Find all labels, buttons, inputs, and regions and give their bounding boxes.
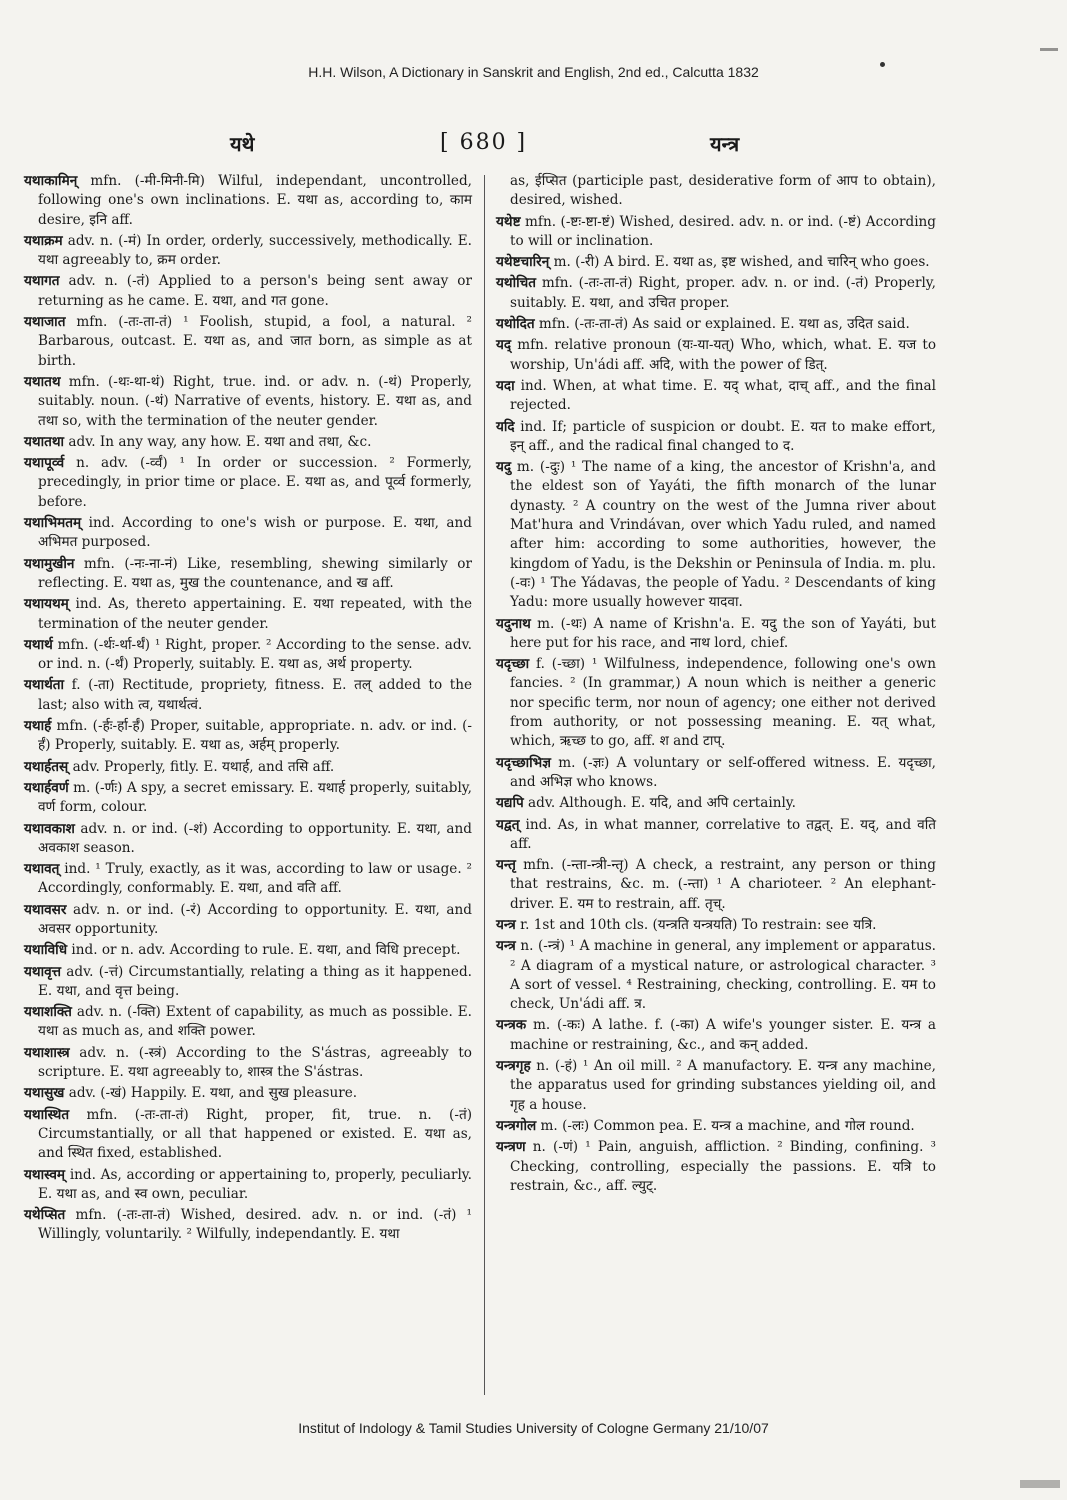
dictionary-entry bbox=[24, 820, 472, 859]
dictionary-entry bbox=[496, 655, 936, 751]
entry-headword: यदुनाथ bbox=[496, 615, 531, 632]
entry-headword: यथार्ह bbox=[24, 718, 52, 735]
entry-definition: adv. n. (-स्त्रं) According to the S'ástras, agreeably to scripture. E. यथा agreeably to, शास्त्र the S'ástras. bbox=[38, 1044, 472, 1081]
dictionary-entry bbox=[496, 1016, 936, 1055]
dictionary-entry bbox=[24, 1084, 472, 1103]
entry-headword: यथामुखीन bbox=[24, 555, 75, 572]
dictionary-entry bbox=[496, 1057, 936, 1115]
dictionary-entry bbox=[24, 779, 472, 818]
entry-headword: यद् bbox=[496, 337, 512, 354]
dictionary-entry bbox=[24, 1166, 472, 1205]
dictionary-entry bbox=[24, 860, 472, 899]
dictionary-entry bbox=[24, 758, 472, 777]
scan-speck bbox=[1040, 48, 1058, 51]
entry-headword: यन्त्रण bbox=[496, 1139, 526, 1156]
left-column bbox=[24, 172, 472, 1247]
dictionary-entry bbox=[496, 1138, 936, 1196]
entry-headword: यन्त्र bbox=[496, 916, 516, 933]
right-column bbox=[496, 172, 936, 1198]
dictionary-entry bbox=[24, 1106, 472, 1164]
dictionary-entry bbox=[24, 717, 472, 756]
dictionary-entry bbox=[496, 916, 936, 935]
dictionary-entry bbox=[24, 1003, 472, 1042]
dictionary-entry bbox=[496, 213, 936, 252]
dictionary-entry bbox=[24, 901, 472, 940]
entry-definition: m. (-लः) Common pea. E. यन्त्र a machine, and गोल round. bbox=[540, 1117, 915, 1134]
entry-headword: यथाशास्त्र bbox=[24, 1044, 70, 1061]
entry-definition: adv. n. (-मं) In order, orderly, successively, methodically. E. यथा agreeably to, क्रम order. bbox=[38, 232, 472, 269]
right-guide-word: यन्त्र bbox=[710, 132, 740, 156]
entry-definition: mfn. (-तः-ता-तं) ¹ Foolish, stupid, a fool, a natural. ² Barbarous, outcast. E. यथा as, and जात born, as simple as at birth. bbox=[38, 314, 472, 369]
entry-definition: m. (-र्णः) A spy, a secret emissary. E. यथार्ह properly, suitably, वर्ण form, colour. bbox=[38, 779, 472, 816]
entry-headword: यथावत् bbox=[24, 861, 60, 878]
entry-definition: m. (-री) A bird. E. यथा as, इष्ट wished, and चारिन् who goes. bbox=[553, 254, 930, 271]
entry-headword: यथावकाश bbox=[24, 820, 75, 837]
entry-headword: यथासुख bbox=[24, 1085, 65, 1102]
entry-definition: m. (-ज्ञः) A voluntary or self-offered witness. E. यदृच्छा, and अभिज्ञ who knows. bbox=[510, 754, 936, 790]
dictionary-entry bbox=[496, 253, 936, 272]
dictionary-entry bbox=[496, 1117, 936, 1136]
source-caption: H.H. Wilson, A Dictionary in Sanskrit and English, 2nd ed., Calcutta 1832 bbox=[308, 64, 759, 80]
entry-definition: ind. ¹ Truly, exactly, as it was, according to law or usage. ² Accordingly, conformably. E. यथा, and वति aff. bbox=[38, 861, 472, 897]
entry-definition: ind. If; particle of suspicion or doubt. E. यत to make effort, इन् aff., and the radical final changed to द. bbox=[510, 418, 936, 454]
entry-headword: यदि bbox=[496, 418, 515, 435]
entry-definition: adv. n. or ind. (-रं) According to opportunity. E. यथा, and अवसर opportunity. bbox=[38, 901, 472, 937]
entry-headword: यथावृत्त bbox=[24, 963, 62, 980]
dictionary-entry bbox=[24, 232, 472, 271]
running-head bbox=[0, 130, 1067, 160]
entry-definition: n. (-न्त्रं) ¹ A machine in general, any implement or apparatus. ² A diagram of a mystical nature, or astrological character. ³ A sort of vessel. ⁴ Restraining, checking, controlling. E. यम to check, Un'ádi aff. त्र. bbox=[510, 938, 937, 1013]
entry-headword: यथेष्टचारिन् bbox=[496, 254, 550, 271]
institution-caption: Institut of Indology & Tamil Studies University of Cologne Germany 21/10/07 bbox=[298, 1420, 769, 1436]
entry-definition: ind. As, according or appertaining to, properly, peculiarly. E. यथा as, and स्व own, peculiar. bbox=[38, 1166, 472, 1202]
entry-headword: यन्त्रगृह bbox=[496, 1058, 531, 1075]
entry-definition: as, ईप्सित (participle past, desiderative form of आप to obtain), desired, wished. bbox=[510, 173, 936, 209]
entry-definition: adv. n. (-तं) Applied to a person's being sent away or returning as he came. E. यथा, and गत gone. bbox=[38, 273, 472, 309]
dictionary-entry bbox=[496, 315, 936, 334]
entry-definition: adv. n. (-क्ति) Extent of capability, as much as possible. E. यथा as much as, and शक्ति power. bbox=[38, 1004, 472, 1040]
entry-definition: m. (-दुः) ¹ The name of a king, the ancestor of Krishn'a, and the eldest son of Yayáti, the fifth monarch of the lunar dynasty. ² A country on the west of the Jumna river about Mat'hura and Vrindávan, over which Yadu ruled, and named after him: according to some authorities, however, the kingdom of Yadu, is the Dekshin or Peninsula of India. m. plu. (-वः) ¹ The Yádavas, the people of Yadu. ² Descendants of king Yadu: more usually however यादवा. bbox=[510, 459, 936, 611]
dictionary-entry bbox=[24, 514, 472, 553]
entry-headword: यन्त्रक bbox=[496, 1017, 527, 1034]
dictionary-entry bbox=[496, 856, 936, 914]
dictionary-entry bbox=[496, 377, 936, 416]
entry-headword: यथार्हवर्ण bbox=[24, 779, 69, 796]
page-number: [ 680 ] bbox=[440, 130, 528, 155]
entry-definition: ind. As, thereto appertaining. E. यथा repeated, with the termination of the neuter gender. bbox=[38, 596, 472, 632]
dictionary-entry bbox=[24, 433, 472, 452]
dictionary-entry bbox=[496, 754, 936, 793]
entry-headword: यन्तृ bbox=[496, 857, 516, 874]
entry-definition: mfn. (-तः-ता-तं) Right, proper. adv. n. or ind. (-तं) Properly, suitably. E. यथा, and उचित proper. bbox=[510, 275, 936, 311]
dictionary-entry bbox=[24, 555, 472, 594]
entry-headword: यद्यपि bbox=[496, 795, 524, 812]
entry-headword: यन्त्र bbox=[496, 938, 516, 955]
dictionary-entry bbox=[496, 458, 936, 612]
entry-definition: mfn. (-तः-ता-तं) Wished, desired. adv. n. or ind. (-तं) ¹ Willingly, voluntarily. ² Wilfully, independantly. E. यथा bbox=[38, 1207, 472, 1243]
entry-definition: mfn. (-र्हः-र्हा-र्हं) Proper, suitable, appropriate. n. adv. or ind. (-र्हं) Properly, suitably. E. यथा as, अर्हम् properly. bbox=[38, 718, 472, 754]
dictionary-entry bbox=[24, 941, 472, 960]
entry-definition: mfn. (-तः-ता-तं) Right, proper, fit, true. n. (-तं) Circumstantially, or all that happened or existed. E. यथा as, and स्थित fixed, established. bbox=[38, 1106, 472, 1162]
entry-definition: f. (-ता) Rectitude, propriety, fitness. E. तल् added to the last; also with त्व, यथार्थत्वं. bbox=[38, 677, 472, 713]
entry-headword: यथार्थ bbox=[24, 636, 53, 653]
entry-definition: mfn. relative pronoun (यः-या-यत्) Who, which, what. E. यज to worship, Un'ádi aff. अदि, with the power of डित्. bbox=[510, 337, 937, 373]
dictionary-entry bbox=[24, 172, 472, 230]
entry-definition: ind. As, in what manner, correlative to तद्वत्. E. यद्, and वति aff. bbox=[510, 816, 937, 852]
dictionary-entry bbox=[24, 272, 472, 311]
entry-headword: यद्वत् bbox=[496, 816, 520, 833]
entry-headword: यथास्वम् bbox=[24, 1166, 66, 1183]
entry-headword: यथाविधि bbox=[24, 942, 68, 959]
dictionary-entry bbox=[24, 313, 472, 371]
entry-headword: यथेष्ट bbox=[496, 213, 521, 230]
entry-definition: ind. According to one's wish or purpose. E. यथा, and अभिमत purposed. bbox=[38, 515, 472, 551]
entry-definition: adv. (-त्तं) Circumstantially, relating a thing as it happened. E. यथा, and वृत्त being. bbox=[38, 963, 473, 999]
scan-speck bbox=[880, 62, 885, 67]
scan-speck bbox=[1020, 1480, 1060, 1488]
entry-definition: mfn. (-न्ता-न्त्री-न्तृ) A check, a restraint, any person or thing that restrains, &c. m. (-न्ता) ¹ A charioteer. ² An elephant-driver. E. यम to restrain, aff. तृच्. bbox=[510, 857, 936, 912]
entry-definition: n. adv. (-र्व्वं) ¹ In order or succession. ² Formerly, precedingly, in prior time or place. E. यथा as, and पूर्व्व formerly, before. bbox=[38, 455, 473, 510]
entry-headword: यथायथम् bbox=[24, 596, 69, 613]
dictionary-entry bbox=[24, 963, 472, 1002]
entry-definition: mfn. (-ष्टः-ष्टा-ष्टं) Wished, desired. adv. n. or ind. (-ष्टं) According to will or inclination. bbox=[510, 213, 936, 249]
entry-definition: mfn. (-नः-ना-नं) Like, resembling, shewing similarly or reflecting. E. यथा as, मुख the countenance, and ख aff. bbox=[38, 555, 472, 591]
entry-definition: mfn. (-मी-मिनी-मि) Wilful, independant, uncontrolled, following one's own inclinations. E. यथा as, according to, काम desire, इनि aff. bbox=[38, 173, 473, 228]
entry-definition: f. (-च्छा) ¹ Wilfulness, independence, following one's own fancies. ² (In grammar,) A noun which is neither a generic nor specific term, nor noun of agency; one either not derived from authority, or not possessing meaning. E. यत् what, which, ऋच्छ to go, aff. श and टाप्. bbox=[510, 656, 936, 750]
entry-headword: यथाक्रम bbox=[24, 232, 63, 249]
entry-definition: mfn. (-थः-था-थं) Right, true. ind. or adv. n. (-थं) Properly, suitably. noun. (-थं) Narrative of events, history. E. यथा as, and तथा so, with the termination of the neuter gender. bbox=[38, 373, 472, 429]
entry-definition: m. (-कः) A lathe. f. (-का) A wife's younger sister. E. यन्त्र a machine or restraining, &c., and कन् added. bbox=[510, 1017, 937, 1053]
dictionary-entry bbox=[496, 615, 936, 654]
entry-headword: यथाकामिन् bbox=[24, 173, 78, 189]
dictionary-entry bbox=[496, 336, 936, 375]
entry-headword: यथोचित bbox=[496, 275, 536, 292]
entry-headword: यथापूर्व्व bbox=[24, 455, 65, 472]
dictionary-entry bbox=[24, 636, 472, 675]
entry-definition: ind. When, at what time. E. यद् what, दाच् aff., and the final rejected. bbox=[510, 377, 936, 414]
entry-definition: adv. Although. E. यदि, and अपि certainly. bbox=[528, 795, 796, 812]
dictionary-entry bbox=[496, 937, 936, 1014]
entry-headword: यन्त्रगोल bbox=[496, 1117, 537, 1134]
column-divider bbox=[484, 175, 485, 1395]
entry-headword: यथाजात bbox=[24, 314, 66, 331]
dictionary-entry bbox=[24, 373, 472, 431]
entry-definition: r. 1st and 10th cls. (यन्त्रति यन्त्रयति) To restrain: see यत्रि. bbox=[520, 916, 877, 933]
entry-headword: यथार्हतस् bbox=[24, 758, 69, 775]
entry-headword: यदृच्छाभिज्ञ bbox=[496, 754, 551, 771]
entry-headword: यथावसर bbox=[24, 901, 67, 918]
entry-headword: यथातथा bbox=[24, 433, 65, 450]
entry-definition: n. (-हं) ¹ An oil mill. ² A manufactory. E. यन्त्र any machine, the apparatus used for grinding substances yielding oil, and गृह a house. bbox=[510, 1058, 936, 1113]
dictionary-entry bbox=[24, 676, 472, 715]
entry-headword: यदु bbox=[496, 459, 512, 476]
entry-headword: यथार्थता bbox=[24, 677, 65, 694]
entry-headword: यथाशक्ति bbox=[24, 1004, 72, 1021]
dictionary-entry bbox=[496, 816, 936, 855]
left-guide-word: यथे bbox=[230, 132, 255, 156]
dictionary-entry bbox=[496, 418, 936, 457]
entry-definition: n. (-णं) ¹ Pain, anguish, affliction. ² Binding, confining. ³ Checking, controlling, especially the passions. E. यत्रि to restrain, &c., aff. ल्युट्. bbox=[510, 1139, 936, 1194]
dictionary-entry bbox=[24, 1044, 472, 1083]
entry-headword: यदा bbox=[496, 377, 515, 394]
entry-headword: यथागत bbox=[24, 273, 60, 290]
entry-headword: यदृच्छा bbox=[496, 656, 530, 673]
entry-definition: mfn. (-र्थः-र्था-र्थं) ¹ Right, proper. ² According to the sense. adv. or ind. n. (-र्थं) Properly, suitably. E. यथा as, अर्थ property. bbox=[38, 636, 472, 673]
entry-definition: adv. In any way, any how. E. यथा and तथा, &c. bbox=[68, 433, 372, 450]
dictionary-entry bbox=[24, 1206, 472, 1245]
entry-headword: यथाभिमतम् bbox=[24, 515, 82, 532]
entry-definition: adv. n. or ind. (-शं) According to opportunity. E. यथा, and अवकाश season. bbox=[38, 820, 472, 856]
dictionary-entry bbox=[24, 454, 472, 512]
dictionary-entry bbox=[24, 595, 472, 634]
entry-headword: यथेप्सित bbox=[24, 1207, 66, 1224]
entry-definition: mfn. (-तः-ता-तं) As said or explained. E. यथा as, उदित said. bbox=[538, 316, 910, 333]
entry-headword: यथोदित bbox=[496, 316, 535, 333]
dictionary-entry bbox=[496, 274, 936, 313]
entry-headword: यथास्थित bbox=[24, 1106, 70, 1123]
entry-definition: m. (-थः) A name of Krishn'a. E. यदु the son of Yayáti, but here put for his race, and नाथ lord, chief. bbox=[510, 615, 936, 651]
dictionary-entry bbox=[496, 172, 936, 211]
entry-definition: adv. (-खं) Happily. E. यथा, and सुख pleasure. bbox=[68, 1085, 358, 1102]
entry-definition: ind. or n. adv. According to rule. E. यथा, and विधि precept. bbox=[71, 942, 461, 959]
dictionary-entry bbox=[496, 794, 936, 813]
entry-headword: यथातथ bbox=[24, 373, 61, 390]
entry-definition: adv. Properly, fitly. E. यथार्ह, and तसि aff. bbox=[72, 758, 335, 775]
